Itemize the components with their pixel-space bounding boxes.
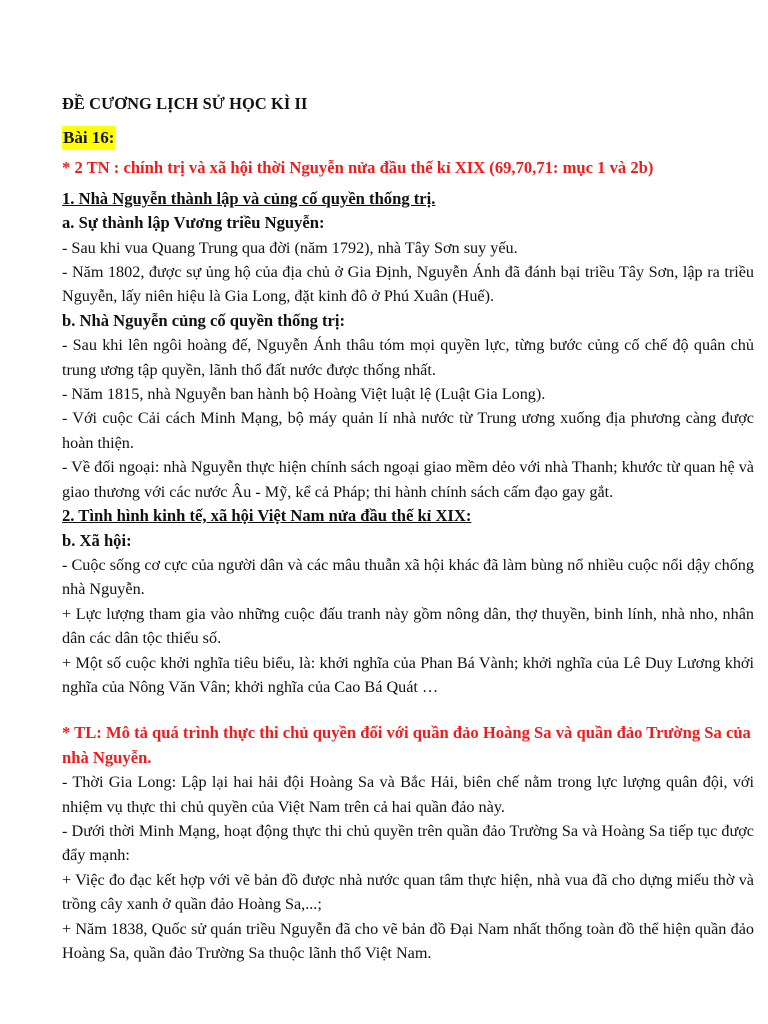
- paragraph: + Lực lượng tham gia vào những cuộc đấu tranh này gồm nông dân, thợ thuyền, binh lính, nhà nho, nhân dân các dân tộc thiểu số.: [62, 604, 754, 648]
- section-1a-heading: a. Sự thành lập Vương triều Nguyễn:: [62, 213, 325, 233]
- tn-heading: * 2 TN : chính trị và xã hội thời Nguyễn nửa đầu thế kỉ XIX (69,70,71: mục 1 và 2b): [62, 158, 654, 178]
- spacer: [62, 699, 754, 721]
- section-2b-heading: b. Xã hội:: [62, 530, 132, 550]
- paragraph: - Với cuộc Cải cách Minh Mạng, bộ máy quản lí nhà nước từ Trung ương xuống địa phương càng được hoàn thiện.: [62, 409, 754, 452]
- paragraph: - Về đối ngoại: nhà Nguyễn thực hiện chính sách ngoại giao mềm dẻo với nhà Thanh; khước từ quan hệ và giao thương với các nước Âu - Mỹ, kể cả Pháp; thi hành chính sách cấm đạo gay gắt.: [62, 458, 754, 501]
- document-title: ĐỀ CƯƠNG LỊCH SỬ HỌC KÌ II: [62, 94, 308, 113]
- section-1b-heading: b. Nhà Nguyễn củng cố quyền thống trị:: [62, 310, 346, 330]
- paragraph: + Một số cuộc khởi nghĩa tiêu biểu, là: khởi nghĩa của Phan Bá Vành; khởi nghĩa của Lê Duy Lương khởi nghĩa của Nông Văn Vân; khởi nghĩa của Cao Bá Quát …: [62, 653, 754, 696]
- paragraph: - Sau khi lên ngôi hoàng đế, Nguyễn Ánh thâu tóm mọi quyền lực, từng bước củng cố chế độ quân chủ trung ương tập quyền, lãnh thổ đất nước được thống nhất.: [62, 336, 754, 379]
- tl-heading: * TL: Mô tả quá trình thực thi chủ quyền đối với quần đảo Hoàng Sa và quần đảo Trường Sa của nhà Nguyễn.: [62, 723, 751, 767]
- section-1-heading: 1. Nhà Nguyễn thành lập và củng cố quyền thống trị.: [62, 188, 436, 208]
- section-2-heading: 2. Tình hình kinh tế, xã hội Việt Nam nửa đầu thế kỉ XIX:: [62, 506, 472, 526]
- paragraph: - Sau khi vua Quang Trung qua đời (năm 1792), nhà Tây Sơn suy yếu.: [62, 238, 518, 257]
- paragraph: + Năm 1838, Quốc sử quán triều Nguyễn đã cho vẽ bản đồ Đại Nam nhất thống toàn đồ thể hiện quần đảo Hoàng Sa, quần đảo Trường Sa thuộc lãnh thổ Việt Nam.: [62, 919, 754, 962]
- paragraph: - Dưới thời Minh Mạng, hoạt động thực thi chủ quyền trên quần đảo Trường Sa và Hoàng Sa tiếp tục được đẩy mạnh:: [62, 821, 754, 865]
- paragraph: - Cuộc sống cơ cực của người dân và các mâu thuẫn xã hội khác đã làm bùng nổ nhiều cuộc nổi dậy chống nhà Nguyễn.: [62, 555, 754, 599]
- paragraph: - Năm 1802, được sự ủng hộ của địa chủ ở Gia Định, Nguyễn Ánh đã đánh bại triều Tây Sơn, lập ra triều Nguyễn, lấy niên hiệu là Gia Long, đặt kinh đô ở Phú Xuân (Huế).: [62, 263, 754, 306]
- paragraph: - Thời Gia Long: Lập lại hai hải đội Hoàng Sa và Bắc Hải, biên chế nằm trong lực lượng quân đội, với nhiệm vụ thực thi chủ quyền của Việt Nam trên cả hai quần đảo này.: [62, 773, 754, 816]
- paragraph: - Năm 1815, nhà Nguyễn ban hành bộ Hoàng Việt luật lệ (Luật Gia Long).: [62, 385, 546, 404]
- paragraph: + Việc đo đạc kết hợp với vẽ bản đồ được nhà nước quan tâm thực hiện, nhà vua đã cho dựng miếu thờ và trồng cây xanh ở quần đảo Hoàng Sa,...;: [62, 870, 754, 914]
- document-page: [62, 92, 754, 965]
- lesson-label: Bài 16:: [62, 126, 115, 150]
